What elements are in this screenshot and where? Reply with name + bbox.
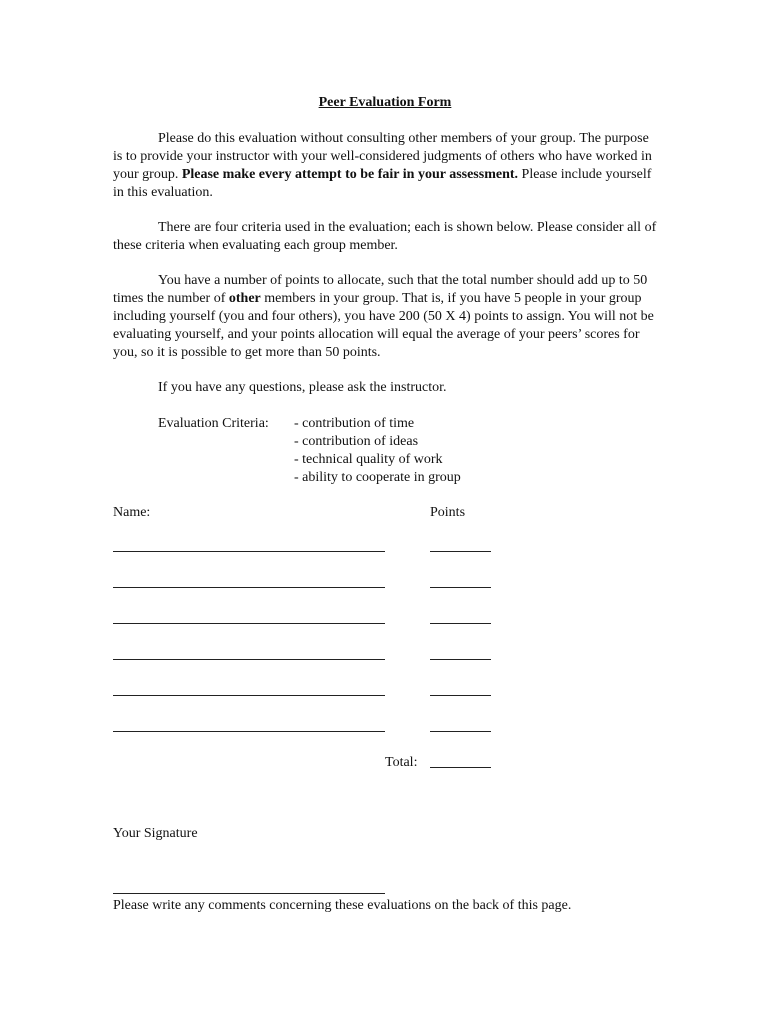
instructions-paragraph xyxy=(113,130,657,202)
evaluation-row xyxy=(113,646,493,664)
signature-label: Your Signature xyxy=(113,826,198,841)
member-points-field[interactable] xyxy=(430,695,491,696)
member-name-field[interactable] xyxy=(113,623,385,624)
criteria-item: - technical quality of work xyxy=(294,452,443,467)
member-points-field[interactable] xyxy=(430,587,491,588)
member-name-field[interactable] xyxy=(113,731,385,732)
criteria-item: - ability to cooperate in group xyxy=(294,470,461,485)
points-allocation-paragraph xyxy=(113,272,657,362)
signature-field[interactable] xyxy=(113,893,385,894)
member-name-field[interactable] xyxy=(113,551,385,552)
criteria-label: Evaluation Criteria: xyxy=(158,416,269,431)
criteria-intro-paragraph: There are four criteria used in the evaluation; each is shown below. Please consider all of these criteria when evaluating each group member. xyxy=(113,220,657,253)
comments-note: Please write any comments concerning these evaluations on the back of this page. xyxy=(113,898,572,913)
evaluation-row xyxy=(113,538,493,556)
member-points-field[interactable] xyxy=(430,623,491,624)
evaluation-row xyxy=(113,682,493,700)
form-title: Peer Evaluation Form xyxy=(318,95,452,110)
member-points-field[interactable] xyxy=(430,551,491,552)
questions-paragraph: If you have any questions, please ask the instructor. xyxy=(158,380,447,395)
member-name-field[interactable] xyxy=(113,695,385,696)
points-text-start: You have a number of points to allocate, such that the total number should add up to 50 times the number of xyxy=(113,273,648,306)
member-name-field[interactable] xyxy=(113,587,385,588)
evaluation-row xyxy=(113,718,493,736)
points-text-end: members in your group. That is, if you have 5 people in your group including yourself (you and four others), you have 200 (50 X 4) points to assign. You will not be evaluating yourself, and your points allocation will equal the average of your peers’ scores for you, so it is possible to get more than 50 points. xyxy=(113,291,654,360)
evaluation-row xyxy=(113,610,493,628)
member-points-field[interactable] xyxy=(430,659,491,660)
total-points-field[interactable] xyxy=(430,767,491,768)
member-points-field[interactable] xyxy=(430,731,491,732)
include-yourself-text: Please include yourself in this evaluation. xyxy=(113,167,652,200)
evaluation-row xyxy=(113,574,493,592)
criteria-item: - contribution of time xyxy=(294,416,415,431)
name-column-header: Name: xyxy=(113,505,151,520)
other-emphasis: other xyxy=(228,291,261,306)
total-label: Total: xyxy=(385,755,418,770)
criteria-item: - contribution of ideas xyxy=(294,434,419,449)
fairness-emphasis: Please make every attempt to be fair in your assessment. xyxy=(181,167,519,182)
criteria-list xyxy=(294,415,461,487)
points-column-header: Points xyxy=(430,505,466,520)
instructions-text: Please do this evaluation without consulting other members of your group. The purpose is to provide your instructor with your well-considered judgments of others who have worked in your group. xyxy=(113,131,652,182)
member-name-field[interactable] xyxy=(113,659,385,660)
